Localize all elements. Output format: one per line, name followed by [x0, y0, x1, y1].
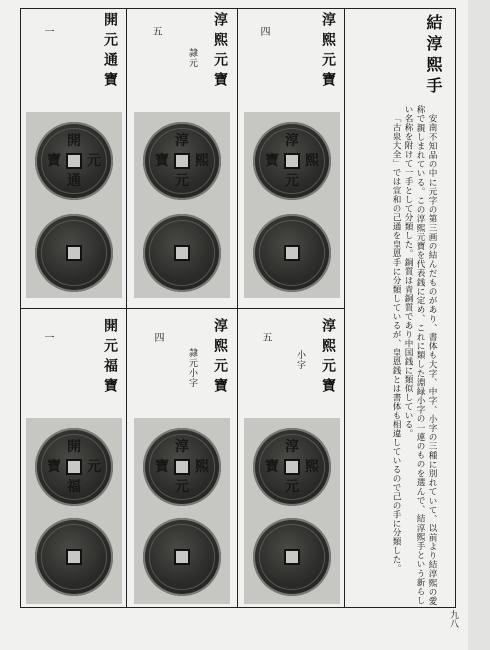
coin-glyph-bottom: 元: [175, 479, 189, 495]
coin-glyph-bottom: 元: [285, 173, 299, 189]
coin-photo: [244, 418, 340, 604]
coin-name: 淳熙元寶: [320, 318, 336, 398]
coin-number: 五: [150, 26, 161, 36]
coin-photo: [134, 112, 230, 298]
coin-note: 小字: [295, 350, 305, 370]
coin-number: 四: [258, 26, 269, 36]
coin-glyph-bottom: 元: [285, 479, 299, 495]
intro-paragraph: 安南不知品の中に元字の第三画の結んだものがあり、書体も大字、中字、小字の三種に別れていて、以前より結淳熙の愛称で親しまれている。この淳熙元寶を代表銭に定め、これに類した淵緑小字の一連のものを選んで、結淳熙手という新らしい名称を附けて一手として分類した。銅質は青銅質であり中国銭に類似している。: [403, 105, 437, 605]
coin-reverse: [143, 214, 221, 292]
coin-glyph-left: 寶: [47, 459, 61, 475]
coin-glyph-right: 熙: [195, 153, 209, 169]
coin-reverse: [143, 518, 221, 596]
coin-number: 一: [42, 332, 53, 342]
coin-name: 開元通寶: [102, 12, 118, 92]
coin-reverse: [253, 518, 331, 596]
coin-glyph-bottom: 福: [67, 479, 81, 495]
coin-name: 開元福寶: [102, 318, 118, 398]
column-divider: [344, 8, 345, 608]
coin-name: 淳熙元寶: [212, 318, 228, 398]
coin-glyph-right: 元: [87, 459, 101, 475]
coin-photo: [26, 112, 122, 298]
coin-obverse: [253, 122, 331, 200]
coin-glyph-left: 寶: [155, 459, 169, 475]
coin-number: 五: [260, 332, 271, 342]
coin-name: 淳熙元寶: [320, 12, 336, 92]
coin-glyph-top: 開: [67, 133, 81, 149]
coin-glyph-right: 熙: [305, 459, 319, 475]
coin-photo: [244, 112, 340, 298]
intro-text: [360, 105, 438, 605]
coin-number: 四: [152, 332, 163, 342]
coin-glyph-bottom: 通: [67, 173, 81, 189]
coin-glyph-top: 淳: [285, 133, 299, 149]
coin-glyph-top: 淳: [175, 439, 189, 455]
intro-paragraph: 「古泉大全」では宣和の己通を皇恩手に分類しているが、皇恩銭とは書体も相違しているので己の手に分類した。: [391, 113, 401, 573]
coin-obverse: [143, 428, 221, 506]
coin-glyph-left: 寶: [155, 153, 169, 169]
coin-obverse: [35, 122, 113, 200]
coin-obverse: [253, 428, 331, 506]
coin-glyph-top: 開: [67, 439, 81, 455]
section-title: 結淳熙手: [424, 14, 443, 98]
coin-glyph-left: 寶: [265, 459, 279, 475]
page-number: 九八: [448, 610, 458, 628]
coin-note: 隷元小字: [187, 348, 197, 388]
coin-obverse: [35, 428, 113, 506]
coin-glyph-left: 寶: [47, 153, 61, 169]
row-divider: [20, 308, 344, 309]
coin-obverse: [143, 122, 221, 200]
coin-glyph-right: 熙: [305, 153, 319, 169]
coin-reverse: [253, 214, 331, 292]
coin-reverse: [35, 214, 113, 292]
coin-glyph-right: 元: [87, 153, 101, 169]
coin-photo: [134, 418, 230, 604]
coin-number: 一: [42, 26, 53, 36]
coin-reverse: [35, 518, 113, 596]
page-edge-shadow: [468, 0, 490, 650]
coin-glyph-right: 熙: [195, 459, 209, 475]
coin-note: 隷元: [187, 48, 197, 68]
coin-glyph-bottom: 元: [175, 173, 189, 189]
coin-glyph-top: 淳: [175, 133, 189, 149]
coin-name: 淳熙元寶: [212, 12, 228, 92]
coin-glyph-left: 寶: [265, 153, 279, 169]
coin-photo: [26, 418, 122, 604]
coin-glyph-top: 淳: [285, 439, 299, 455]
